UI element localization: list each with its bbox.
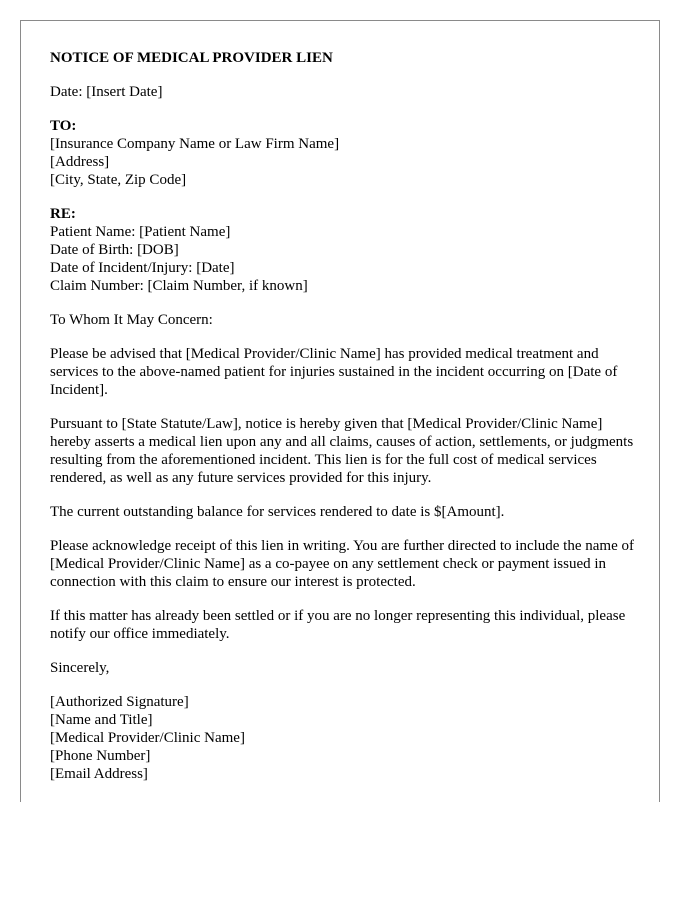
email-address: [Email Address]: [50, 766, 148, 782]
signature-block: [50, 693, 640, 783]
recipient-city-state-zip: [City, State, Zip Code]: [50, 172, 187, 188]
document-page: [20, 20, 660, 802]
document-title: NOTICE OF MEDICAL PROVIDER LIEN: [50, 50, 333, 66]
claim-number-line: Claim Number: [Claim Number, if known]: [50, 278, 308, 294]
date-line: Date: [Insert Date]: [50, 84, 163, 100]
re-label: RE:: [50, 206, 76, 222]
phone-number: [Phone Number]: [50, 748, 151, 764]
recipient-block: [50, 117, 640, 189]
signer-name-title: [Name and Title]: [50, 712, 153, 728]
date-of-incident-line: Date of Incident/Injury: [Date]: [50, 260, 235, 276]
paragraph-treatment: Please be advised that [Medical Provider/Clinic Name] has provided medical treatment and services to the above-named patient for injuries sustained in the incident occurring on [Date of Incident].: [50, 346, 618, 398]
salutation: To Whom It May Concern:: [50, 312, 213, 328]
recipient-address: [Address]: [50, 154, 110, 170]
patient-name-line: Patient Name: [Patient Name]: [50, 224, 231, 240]
paragraph-lien-assertion: Pursuant to [State Statute/Law], notice is hereby given that [Medical Provider/Clinic Name] hereby asserts a medical lien upon any and all claims, causes of action, settlements, or judgments resulting from the aforementioned incident. This lien is for the full cost of medical services rendered, as well as any future services provided for this injury.: [50, 416, 634, 486]
paragraph-acknowledgement: Please acknowledge receipt of this lien in writing. You are further directed to include the name of [Medical Provider/Clinic Name] as a co-payee on any settlement check or payment issued in connection with this claim to ensure our interest is protected.: [50, 538, 634, 590]
provider-name: [Medical Provider/Clinic Name]: [50, 730, 245, 746]
recipient-name: [Insurance Company Name or Law Firm Name]: [50, 136, 340, 152]
to-label: TO:: [50, 118, 77, 134]
paragraph-notify: If this matter has already been settled or if you are no longer representing this individual, please notify our office immediately.: [50, 608, 626, 642]
re-block: [50, 205, 640, 295]
signature-line: [Authorized Signature]: [50, 694, 189, 710]
letter-body: [50, 49, 640, 783]
closing: Sincerely,: [50, 660, 110, 676]
date-of-birth-line: Date of Birth: [DOB]: [50, 242, 179, 258]
paragraph-balance: The current outstanding balance for services rendered to date is $[Amount].: [50, 504, 505, 520]
